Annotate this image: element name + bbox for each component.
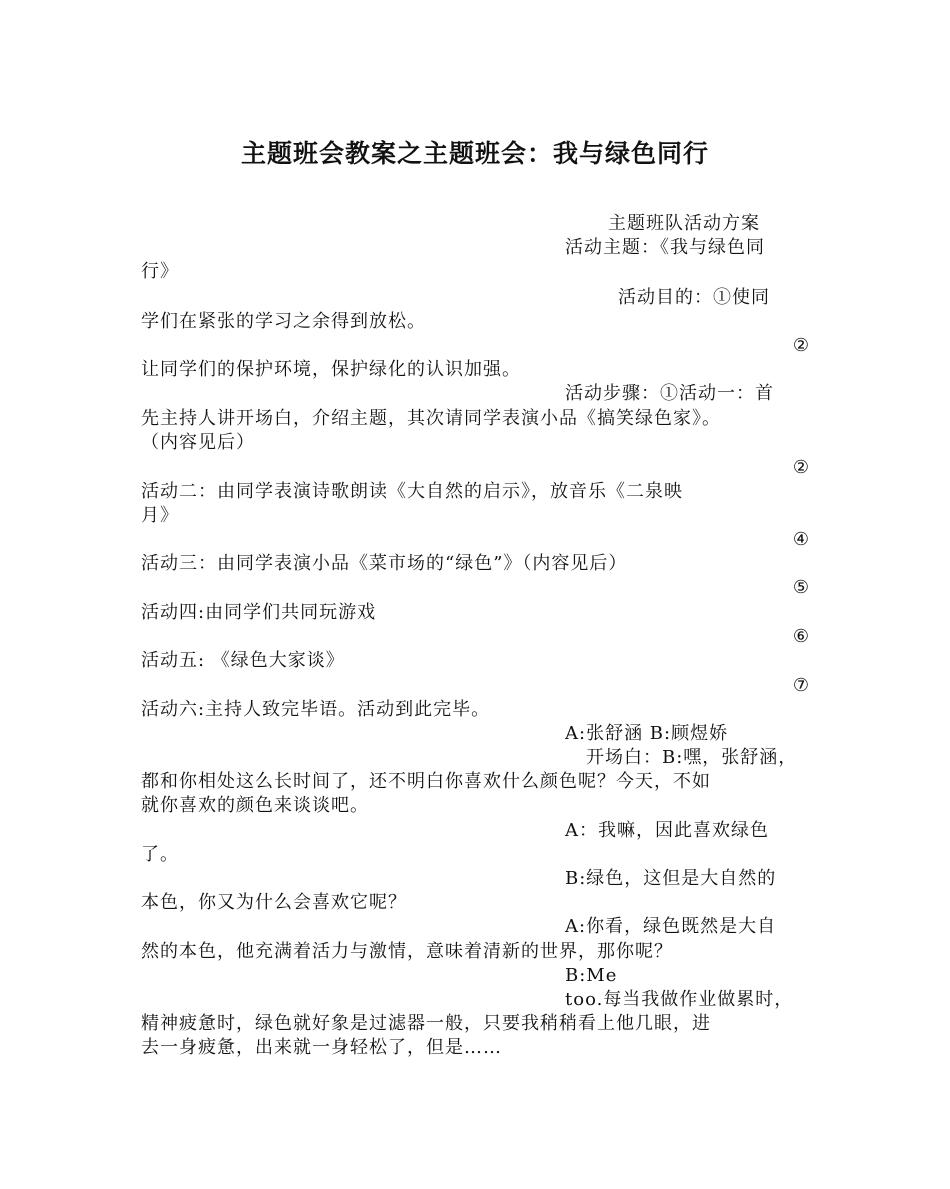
text-line: 学们在紧张的学习之余得到放松。 (141, 311, 426, 332)
text-line: A:你看，绿色既然是大自 (565, 916, 777, 937)
text-line: 去一身疲惫，出来就一身轻松了，但是…… (141, 1037, 502, 1058)
text-line: A：我嘛，因此喜欢绿色 (565, 820, 769, 841)
text-line: 都和你相处这么长时间了，还不明白你喜欢什么颜色呢？今天，不如 (141, 771, 711, 792)
text-line: 开场白：B:嘿，张舒涵， (586, 747, 798, 768)
list-marker: ② (792, 457, 810, 478)
text-line: 然的本色，他充满着活力与激情，意味着清新的世界，那你呢？ (141, 941, 673, 962)
document-title: 主题班会教案之主题班会：我与绿色同行 (240, 139, 709, 168)
text-line: 精神疲惫时，绿色就好象是过滤器一般，只要我稍稍看上他几眼，进 (141, 1013, 711, 1034)
text-line: 活动三：由同学表演小品《菜市场的“绿色”》（内容见后） (141, 553, 628, 574)
text-line: 了。 (141, 844, 179, 865)
text-line: 本色，你又为什么会喜欢它呢？ (141, 892, 407, 913)
text-line: 活动五: 《绿色大家谈》 (141, 650, 345, 671)
text-line: too.每当我做作业做累时， (565, 989, 794, 1010)
text-line: 活动二：由同学表演诗歌朗读《大自然的启示》，放音乐《二泉映 (141, 481, 683, 502)
text-line: 先主持人讲开场白，介绍主题，其次请同学表演小品《搞笑绿色家》。 (141, 408, 721, 429)
list-marker: ④ (792, 529, 810, 550)
text-line: 活动四:由同学们共同玩游戏 (141, 602, 377, 623)
text-line: （内容见后） (141, 432, 255, 453)
text-line: 活动六:主持人致完毕语。活动到此完毕。 (141, 699, 491, 720)
text-line: 活动步骤：①活动一：首 (565, 383, 774, 404)
text-line: 活动目的：①使同 (618, 287, 770, 308)
text-line: A:张舒涵 B:顾煜娇 (565, 723, 729, 744)
list-marker: ② (792, 335, 810, 356)
text-line: 让同学们的保护环境，保护绿化的认识加强。 (141, 359, 521, 380)
text-line: B:Me (565, 965, 618, 986)
list-marker: ⑥ (792, 626, 810, 647)
text-line: 行》 (141, 261, 179, 282)
plan-heading: 主题班队活动方案 (608, 213, 760, 234)
text-line: 活动主题：《我与绿色同 (565, 237, 765, 258)
list-marker: ⑤ (792, 577, 810, 598)
list-marker: ⑦ (792, 675, 810, 696)
text-line: 月》 (141, 505, 179, 526)
text-line: 就你喜欢的颜色来谈谈吧。 (141, 795, 369, 816)
text-line: B:绿色，这但是大自然的 (565, 868, 777, 889)
